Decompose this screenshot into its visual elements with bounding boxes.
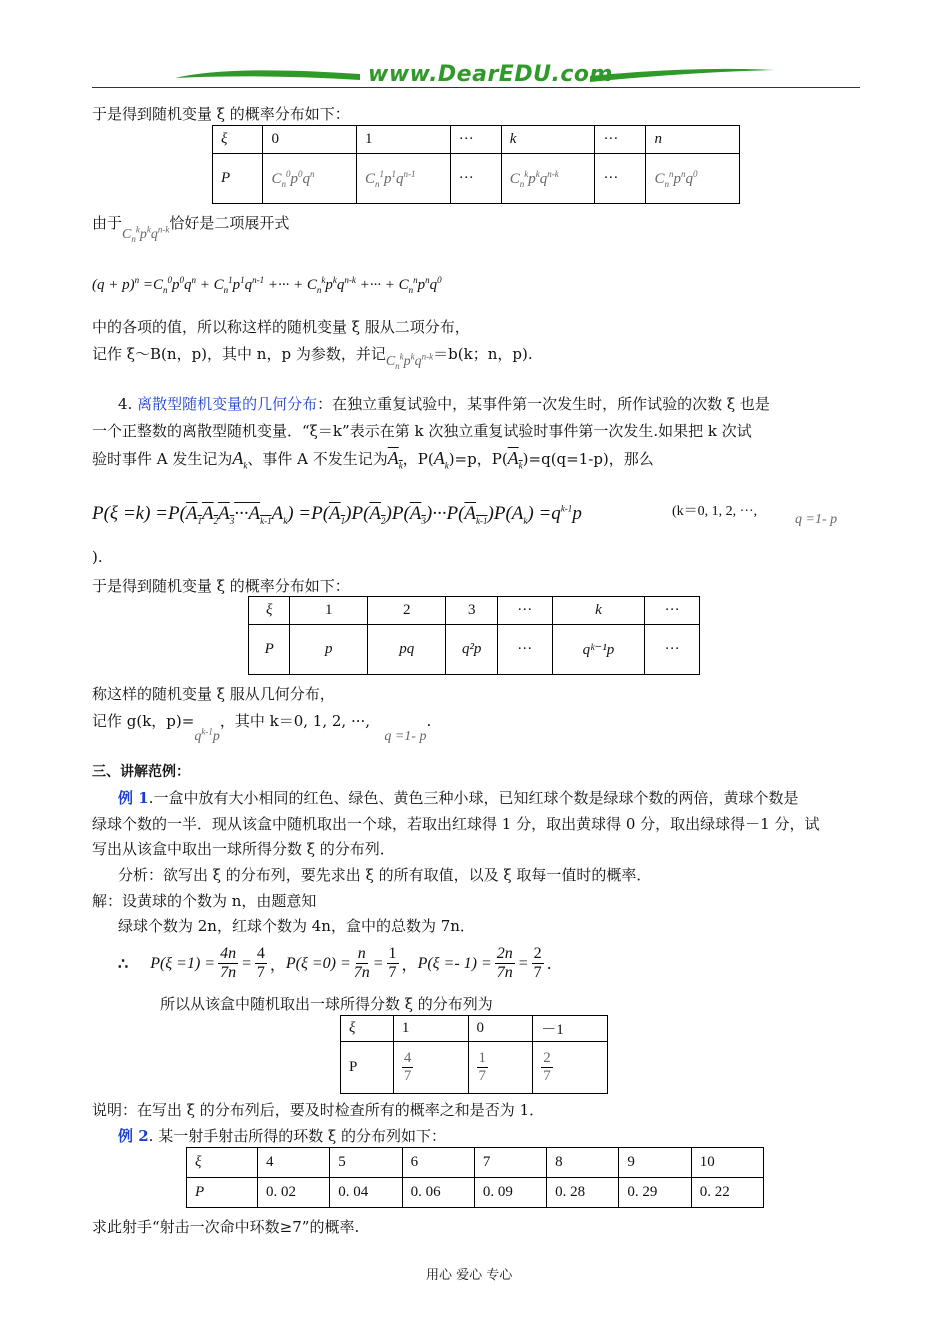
- ex1-line1: [118, 787, 798, 808]
- t1-d2: ···: [595, 154, 646, 204]
- ex1-analysis: 分析：欲写出 ξ 的分布列，要先求出 ξ 的所有取值，以及 ξ 取每一值时的概率．: [118, 866, 652, 884]
- site-name: www.DearEDU.com: [368, 62, 613, 87]
- t3-d3: 7: [543, 1068, 551, 1084]
- ex1-label: 例 1: [118, 789, 149, 807]
- formula-tail: (k＝0, 1, 2, ···,: [672, 504, 758, 519]
- t3-p: P: [341, 1042, 394, 1094]
- t3-h0: ξ: [341, 1016, 394, 1042]
- geo-a: 记作 g(k，p)=: [92, 712, 195, 730]
- ex2-question: 求此射手“射击一次命中环数≥7”的概率.: [92, 1218, 360, 1236]
- ex1-probs: ∴ P(ξ =1) = $\frac{4n}{7n}$ = $\frac{4}{7}$ ， P(ξ =0) = $\frac{n}{7n}$ = $\frac{1}{7}$ ， P(ξ =- 1) = $\frac{2n}{7n}$ = $\frac{2}{7}$ .: [118, 945, 552, 981]
- t4-h3: 6: [402, 1148, 474, 1178]
- geo-b: ，其中 k＝0, 1, 2, ···,: [219, 712, 371, 730]
- t2-h6: ···: [645, 597, 700, 625]
- ak-bar-symbol-2: $A_k$: [507, 448, 523, 471]
- t3-n2: 1: [478, 1050, 486, 1066]
- para-intro-2: 于是得到随机变量 ξ 的概率分布如下：: [92, 577, 350, 595]
- s4-t3a: 验时事件 A 发生记为: [92, 450, 233, 468]
- t4-h1: 4: [258, 1148, 330, 1178]
- t3-c2: [468, 1042, 533, 1094]
- t4-c1: 0. 02: [258, 1178, 330, 1208]
- para-geo-notation: [92, 710, 431, 745]
- t3-h3: －1: [533, 1016, 608, 1042]
- footer: 用心 爱心 专心: [426, 1268, 513, 1283]
- geometric-formula: $P(\xi =k) =P(A_1A_2A_3\cdot\cdot\cdot A_{k-1}A_k) =P(A_1)P(A_2)P(A_3)\cdot\cdot\cdot P(A_{k-1})P(A_k) =q^{k-1}p$: [92, 503, 582, 526]
- t2-h3: 3: [446, 597, 497, 625]
- notation-b: ＝b(k；n，p).: [433, 345, 533, 363]
- ex1-sol1: 解：设黄球的个数为 n，由题意知: [92, 892, 317, 910]
- ex1-sol3: 所以从该盒中随机取出一球所得分数 ξ 的分布列为: [160, 995, 493, 1013]
- ex1-table: [340, 1015, 608, 1094]
- since-text-b: 恰好是二项展开式: [169, 214, 290, 232]
- binomial-expansion: $(q + p)^n =C_n^0p^0q^n + C_n^1p^1q^{n-1}$ +··· + $C_n^kp^kq^{n-k}$ +··· + $C_n^np^nq^0$: [92, 275, 442, 295]
- t4-h5: 8: [547, 1148, 619, 1178]
- sec4-line2: 一个正整数的离散型随机变量．“ξ＝k”表示在第 k 次独立重复试验时事件第一次发生.如果把 k 次试: [92, 422, 752, 440]
- ex1-line3: 写出从该盒中取出一球所得分数 ξ 的分布列．: [92, 840, 395, 858]
- ex1-text1: .一盒中放有大小相同的红色、绿色、黄色三种小球，已知红球个数是绿球个数的两倍，黄球个数是: [148, 789, 799, 807]
- t1-h4: ···: [595, 126, 646, 154]
- t3-n1: 4: [403, 1050, 412, 1066]
- formula-close: ).: [92, 548, 103, 566]
- t2-h5: k: [552, 597, 645, 625]
- t4-c2: 0. 04: [330, 1178, 402, 1208]
- s4-t3d: )=p，P(: [448, 450, 508, 468]
- geo-d: .: [426, 712, 432, 730]
- t4-c0: P: [187, 1178, 258, 1208]
- t3-h2: 0: [468, 1016, 533, 1042]
- ex1-note: 说明：在写出 ξ 的分布列后，要及时检查所有的概率之和是否为 1．: [92, 1101, 545, 1119]
- geo-formula: $q^{k-1}p$: [194, 726, 220, 744]
- sec4-title: 离散型随机变量的几何分布: [137, 395, 318, 413]
- para-notation: [92, 343, 533, 371]
- t1-xi: ξ: [213, 126, 263, 154]
- t4-h6: 9: [619, 1148, 691, 1178]
- sec4-num: 4.: [118, 395, 133, 413]
- since-text: 由于: [92, 214, 123, 232]
- t4-c4: 0. 09: [474, 1178, 546, 1208]
- ak-bar-symbol: $A_k$: [387, 448, 403, 471]
- t1-h1: 1: [356, 126, 450, 154]
- para-binomial: 中的各项的值，所以称这样的随机变量 ξ 服从二项分布，: [92, 318, 470, 336]
- sec4-line3: [92, 448, 654, 471]
- t2-c1: p: [290, 625, 368, 675]
- s4-t3c: ，P(: [402, 450, 434, 468]
- t4-c6: 0. 29: [619, 1178, 691, 1208]
- t4-h7: 10: [691, 1148, 763, 1178]
- t2-h4: ···: [497, 597, 552, 625]
- t3-c3: [533, 1042, 608, 1094]
- ak-symbol-2: $A_k$: [433, 448, 449, 471]
- t2-c0: P: [249, 625, 290, 675]
- term-formula: $C_n^kp^kq^{n-k}$: [122, 224, 170, 244]
- t2-h2: 2: [368, 597, 446, 625]
- ex2-text: . 某一射手射击所得的环数 ξ 的分布列如下：: [148, 1127, 447, 1145]
- s4-t3b: 、事件 A 不发生记为: [247, 450, 388, 468]
- t2-h1: 1: [290, 597, 368, 625]
- therefore-sign: ∴: [118, 954, 129, 973]
- t4-c3: 0. 06: [402, 1178, 474, 1208]
- t3-h1: 1: [393, 1016, 468, 1042]
- t1-d1: ···: [450, 154, 501, 204]
- t2-h0: ξ: [249, 597, 290, 625]
- para-intro-1: 于是得到随机变量 ξ 的概率分布如下：: [92, 105, 350, 123]
- ex2-table: [186, 1147, 764, 1208]
- t4-c7: 0. 22: [691, 1178, 763, 1208]
- t1-h0: 0: [263, 126, 357, 154]
- t3-n3: 2: [543, 1050, 551, 1066]
- section-heading: 三、讲解范例：: [92, 764, 190, 780]
- para-since: [92, 212, 289, 244]
- t4-h2: 5: [330, 1148, 402, 1178]
- ex1-line2: 绿球个数的一半．现从该盒中随机取出一个球，若取出红球得 1 分，取出黄球得 0 分，取出绿球得－1 分，试: [92, 815, 820, 833]
- t1-c2: $C_n^kp^kq^{n-k}$: [501, 154, 595, 204]
- sec4-line1: [118, 393, 770, 414]
- binomial-table: [212, 125, 740, 204]
- t3-d2: 7: [478, 1068, 486, 1084]
- t2-c3: q²p: [446, 625, 497, 675]
- t1-c3: $C_n^np^nq^0$: [646, 154, 740, 204]
- t1-c1: $C_n^1p^1q^{n-1}$: [356, 154, 450, 204]
- para-geometric: 称这样的随机变量 ξ 服从几何分布，: [92, 685, 335, 703]
- geometric-table: [248, 596, 700, 675]
- t2-c4: ···: [497, 625, 552, 675]
- t2-c5: qᵏ⁻¹p: [552, 625, 645, 675]
- ak-symbol: $A_k$: [232, 448, 248, 471]
- t1-c0: $C_n^0p^0q^n$: [263, 154, 357, 204]
- ex1-sol2: 绿球个数为 2n，红球个数为 4n，盒中的总数为 7n．: [118, 917, 475, 935]
- ex2-line: [118, 1125, 446, 1146]
- t3-c1: [393, 1042, 468, 1094]
- t4-c5: 0. 28: [547, 1178, 619, 1208]
- s4-t3e: )=q(q=1-p)，那么: [522, 450, 654, 468]
- sec4-text1: ：在独立重复试验中，某事件第一次发生时，所作试验的次数 ξ 也是: [317, 395, 770, 413]
- ex2-label: 例 2: [118, 1127, 149, 1145]
- notation-formula: $C_n^kp^kq^{n-k}$: [385, 351, 434, 371]
- geo-c: q =1- p: [384, 729, 427, 744]
- t3-d1: 7: [403, 1068, 412, 1084]
- q-eq: q =1- p: [795, 512, 838, 527]
- t1-h3: k: [501, 126, 595, 154]
- t2-c6: ···: [645, 625, 700, 675]
- header-rule: [92, 87, 860, 88]
- t1-h2: ···: [450, 126, 501, 154]
- t1-p: P: [213, 154, 263, 204]
- header-logo: [170, 60, 780, 90]
- t4-h4: 7: [474, 1148, 546, 1178]
- t2-c2: pq: [368, 625, 446, 675]
- t1-h5: n: [646, 126, 740, 154]
- notation-a: 记作 ξ～B(n，p)，其中 n，p 为参数，并记: [92, 345, 386, 363]
- t4-h0: ξ: [187, 1148, 258, 1178]
